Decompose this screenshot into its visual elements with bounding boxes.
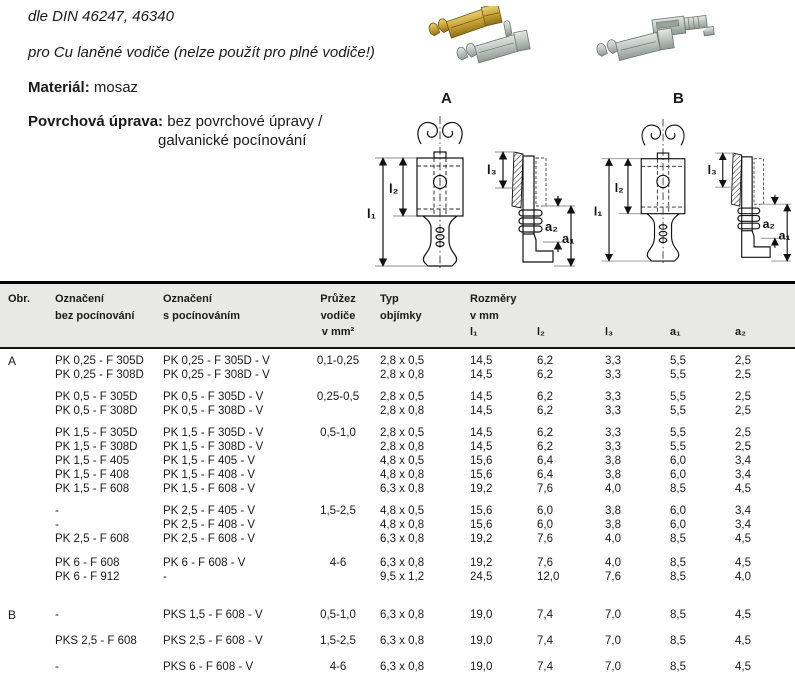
cell-cross-section: 1,5-2,5: [320, 634, 356, 647]
cell-dim-a1: 6,0: [670, 504, 686, 517]
cell-obr: [8, 468, 55, 482]
cell-designation-plain: -: [55, 608, 59, 621]
cell-dim-l3: 4,0: [605, 556, 621, 569]
cell-dim-l2: 6,0: [537, 518, 553, 531]
cell-dim-l1: 19,0: [470, 660, 493, 673]
cell-designation-tinned: PK 1,5 - F 308D - V: [163, 440, 264, 453]
cell-obr: [8, 426, 55, 440]
cell-designation-plain: PK 0,25 - F 308D: [55, 368, 144, 381]
table-row: [8, 556, 795, 570]
cell-obr: [8, 660, 55, 674]
table-group: [8, 660, 795, 674]
table-group: [8, 556, 795, 584]
header-obr-label: Obr.: [8, 293, 31, 305]
cell-designation-tinned: PK 2,5 - F 408 - V: [163, 518, 256, 531]
din-standard-line: dle DIN 46247, 46340: [28, 8, 174, 25]
cell-dim-a2: 4,5: [735, 556, 751, 569]
cell-dim-a1: 5,5: [670, 368, 686, 381]
cell-designation-tinned: PK 1,5 - F 405 - V: [163, 454, 256, 467]
material-value: mosaz: [93, 79, 139, 96]
table-header: [0, 281, 795, 349]
cell-sleeve-type: 4,8 x 0,8: [380, 518, 425, 531]
table-row: [8, 390, 795, 404]
cell-dim-l2: 6,2: [537, 354, 553, 367]
header-designation-plain-line1: Označení: [55, 293, 104, 305]
header-designation-tinned-line2: s pocínováním: [163, 309, 241, 322]
header-sleeve-type-line1: Typ: [380, 293, 399, 305]
technical-drawing-b: [573, 113, 791, 267]
cell-designation-plain: PK 2,5 - F 608: [55, 532, 130, 545]
cell-dim-l3: 3,3: [605, 404, 621, 417]
cell-cross-section: [300, 454, 380, 468]
cell-dim-l1: 14,5: [470, 390, 493, 403]
cell-dim-a1: 8,5: [670, 482, 686, 495]
header-dimensions: [470, 291, 790, 341]
cell-sleeve-type: 9,5 x 1,2: [380, 570, 425, 583]
cell-dim-l3: 3,8: [605, 468, 621, 481]
cell-obr: [8, 518, 55, 532]
cell-dim-l2: 7,6: [537, 482, 553, 495]
table-row: [8, 482, 795, 496]
cell-designation-tinned: PKS 6 - F 608 - V: [163, 660, 254, 673]
cell-designation-plain: PK 0,5 - F 305D: [55, 390, 138, 403]
cell-obr: B: [8, 607, 17, 622]
cell-dim-a2: 4,0: [735, 570, 751, 583]
cell-sleeve-type: 4,8 x 0,5: [380, 504, 425, 517]
table-group: [8, 354, 795, 382]
cell-designation-plain: PK 1,5 - F 308D: [55, 440, 138, 453]
cell-dim-l2: 6,2: [537, 426, 553, 439]
cell-dim-l2: 7,6: [537, 556, 553, 569]
cell-cross-section: [300, 440, 380, 454]
header-designation-plain: [55, 291, 163, 341]
cell-cross-section: 0,1-0,25: [316, 354, 360, 367]
cell-sleeve-type: 6,3 x 0,8: [380, 532, 425, 545]
cell-dim-a1: 8,5: [670, 634, 686, 647]
table-row: [8, 404, 795, 418]
table-row: [8, 454, 795, 468]
cell-cross-section: 0,25-0,5: [316, 390, 360, 403]
cell-designation-plain: -: [55, 660, 59, 673]
cell-dim-a2: 4,5: [735, 660, 751, 673]
header-dim-l2: l₂: [537, 326, 545, 338]
terminal-b-lower-illustration: [595, 28, 674, 64]
header-sleeve-type-line2: objímky: [380, 309, 422, 322]
photo-b-label: B: [673, 90, 684, 107]
cell-dim-l3: 7,0: [605, 660, 621, 673]
header-dimensions-line2: v mm: [470, 309, 499, 322]
cell-designation-plain: PK 1,5 - F 608: [55, 482, 130, 495]
product-photo-a: [420, 6, 535, 88]
cell-dim-a1: 6,0: [670, 468, 686, 481]
surface-value-line1: bez povrchové úpravy /: [167, 113, 323, 130]
cell-designation-plain: PK 6 - F 608: [55, 556, 120, 569]
cell-dim-l1: 14,5: [470, 368, 493, 381]
cell-designation-tinned: PKS 1,5 - F 608 - V: [163, 608, 263, 621]
cell-dim-a2: 3,4: [735, 454, 751, 467]
cell-dim-l1: 15,6: [470, 518, 493, 531]
cell-cross-section: [300, 482, 380, 496]
cell-dim-a2: 2,5: [735, 354, 751, 367]
cell-dim-l3: 7,0: [605, 608, 621, 621]
header-dim-symbols: [470, 324, 790, 341]
cell-sleeve-type: 4,8 x 0,5: [380, 454, 425, 467]
cell-dim-l1: 19,2: [470, 556, 493, 569]
technical-drawing-a: [345, 110, 575, 272]
usage-note-line: pro Cu laněné vodiče (nelze použít pro plné vodiče!): [28, 44, 375, 61]
cell-sleeve-type: 2,8 x 0,8: [380, 440, 425, 453]
cell-dim-a2: 2,5: [735, 426, 751, 439]
header-cross-section: [300, 291, 380, 341]
cell-dim-a2: 3,4: [735, 504, 751, 517]
cell-dim-a1: 5,5: [670, 354, 686, 367]
cell-designation-plain: PK 1,5 - F 405: [55, 454, 130, 467]
cell-cross-section: 4-6: [329, 660, 347, 673]
table-row: [8, 570, 795, 584]
table-row: [8, 426, 795, 440]
cell-designation-tinned: PKS 2,5 - F 608 - V: [163, 634, 263, 647]
table-row: [8, 440, 795, 454]
cell-obr: [8, 504, 55, 518]
table-group: [8, 608, 795, 622]
cell-dim-l3: 3,3: [605, 354, 621, 367]
cell-dim-l1: 14,5: [470, 404, 493, 417]
cell-dim-l2: 7,4: [537, 660, 553, 673]
cell-dim-a1: 5,5: [670, 390, 686, 403]
cell-obr: [8, 404, 55, 418]
cell-designation-tinned: PK 2,5 - F 405 - V: [163, 504, 256, 517]
cell-dim-l1: 14,5: [470, 426, 493, 439]
cell-cross-section: 0,5-1,0: [320, 426, 356, 439]
table-group: [8, 504, 795, 546]
cell-designation-tinned: PK 1,5 - F 408 - V: [163, 468, 256, 481]
cell-dim-l2: 6,2: [537, 368, 553, 381]
cell-dim-l1: 19,2: [470, 532, 493, 545]
table-group: [8, 426, 795, 496]
cell-dim-l2: 6,2: [537, 440, 553, 453]
cell-dim-l2: 6,4: [537, 454, 553, 467]
cell-designation-tinned: PK 1,5 - F 608 - V: [163, 482, 256, 495]
cell-dim-l3: 3,8: [605, 504, 621, 517]
cell-obr: [8, 390, 55, 404]
cell-cross-section: [300, 404, 380, 418]
header-designation-plain-line2: bez pocínování: [55, 309, 135, 322]
header-designation-tinned-line1: Označení: [163, 293, 212, 305]
table-row: [8, 532, 795, 546]
cell-cross-section: [300, 532, 380, 546]
cell-designation-tinned: PK 0,5 - F 305D - V: [163, 390, 264, 403]
cell-sleeve-type: 6,3 x 0,8: [380, 660, 425, 673]
cell-designation-plain: PK 1,5 - F 305D: [55, 426, 138, 439]
material-line: [28, 79, 138, 96]
surface-label: Povrchová úprava:: [28, 113, 164, 130]
cell-designation-plain: -: [55, 504, 59, 517]
cell-dim-a2: 2,5: [735, 368, 751, 381]
cell-dim-l2: 6,4: [537, 468, 553, 481]
cell-dim-l3: 4,0: [605, 482, 621, 495]
cell-dim-l3: 3,8: [605, 454, 621, 467]
cell-designation-tinned: -: [163, 570, 167, 583]
cell-obr: [8, 570, 55, 584]
cell-dim-a2: 2,5: [735, 404, 751, 417]
cell-obr: [8, 532, 55, 546]
cell-designation-plain: -: [55, 518, 59, 531]
header-cross-section-line2: vodiče: [320, 309, 356, 322]
cell-dim-a2: 2,5: [735, 440, 751, 453]
table-row: [8, 608, 795, 622]
cell-dim-a1: 8,5: [670, 660, 686, 673]
product-photo-b: [592, 6, 727, 88]
cell-obr: [8, 454, 55, 468]
cell-dim-a2: 4,5: [735, 608, 751, 621]
header-dim-a2: a₂: [735, 326, 747, 338]
photo-a-label: A: [441, 90, 452, 107]
cell-dim-l1: 14,5: [470, 440, 493, 453]
cell-designation-tinned: PK 0,5 - F 308D - V: [163, 404, 264, 417]
cell-dim-l2: 7,6: [537, 532, 553, 545]
cell-designation-tinned: PK 0,25 - F 305D - V: [163, 354, 270, 367]
cell-dim-a2: 3,4: [735, 518, 751, 531]
header-dim-a1: a₁: [670, 326, 681, 338]
cell-dim-a2: 4,5: [735, 482, 751, 495]
cell-dim-a1: 8,5: [670, 532, 686, 545]
surface-value-line2: galvanické pocínování: [158, 132, 307, 149]
cell-designation-plain: PK 0,25 - F 305D: [55, 354, 144, 367]
cell-dim-l3: 3,3: [605, 440, 621, 453]
cell-dim-a1: 5,5: [670, 440, 686, 453]
cell-dim-l3: 4,0: [605, 532, 621, 545]
header-dimensions-line1: Rozměry: [470, 293, 517, 305]
cell-dim-a1: 8,5: [670, 608, 686, 621]
cell-dim-l2: 6,0: [537, 504, 553, 517]
cell-sleeve-type: 6,3 x 0,8: [380, 608, 425, 621]
cell-designation-tinned: PK 1,5 - F 305D - V: [163, 426, 264, 439]
cell-cross-section: [300, 570, 380, 584]
table-row: [8, 354, 795, 368]
table-row: [8, 518, 795, 532]
cell-obr: A: [8, 353, 17, 368]
cell-designation-tinned: PK 6 - F 608 - V: [163, 556, 246, 569]
cell-sleeve-type: 4,8 x 0,8: [380, 468, 425, 481]
cell-dim-a1: 8,5: [670, 556, 686, 569]
cell-cross-section: [300, 368, 380, 382]
cell-dim-l1: 14,5: [470, 354, 493, 367]
cell-sleeve-type: 6,3 x 0,8: [380, 556, 425, 569]
cell-designation-plain: PK 1,5 - F 408: [55, 468, 130, 481]
cell-dim-l1: 15,6: [470, 454, 493, 467]
cell-dim-a1: 6,0: [670, 454, 686, 467]
cell-dim-a2: 2,5: [735, 390, 751, 403]
cell-cross-section: [300, 468, 380, 482]
cell-dim-l3: 3,8: [605, 518, 621, 531]
cell-dim-a2: 4,5: [735, 532, 751, 545]
cell-dim-l3: 7,0: [605, 634, 621, 647]
cell-dim-l3: 3,3: [605, 390, 621, 403]
material-label: Materiál:: [28, 79, 90, 96]
cell-dim-l1: 19,0: [470, 608, 493, 621]
cell-sleeve-type: 2,8 x 0,5: [380, 390, 425, 403]
table-body: [0, 349, 795, 674]
header-dim-l3: l₃: [605, 326, 614, 338]
cell-sleeve-type: 6,3 x 0,8: [380, 634, 425, 647]
cell-cross-section: 4-6: [329, 556, 347, 569]
table-group: [8, 634, 795, 648]
cell-cross-section: 0,5-1,0: [320, 608, 356, 621]
header-cross-section-line3: v mm²: [321, 326, 355, 338]
table-row: [8, 504, 795, 518]
cell-obr: [8, 634, 55, 648]
cell-dim-l2: 12,0: [537, 570, 560, 583]
header-sleeve-type: [380, 291, 470, 341]
table-row: [8, 660, 795, 674]
header-dim-l1: l₁: [470, 326, 478, 338]
cell-dim-l1: 19,0: [470, 634, 493, 647]
cell-sleeve-type: 2,8 x 0,5: [380, 426, 425, 439]
brass-terminal-illustration: [427, 6, 503, 42]
cell-designation-tinned: PK 2,5 - F 608 - V: [163, 532, 256, 545]
cell-sleeve-type: 2,8 x 0,5: [380, 354, 425, 367]
cell-dim-a1: 8,5: [670, 570, 686, 583]
cell-dim-l3: 3,3: [605, 368, 621, 381]
cell-dim-l2: 7,4: [537, 634, 553, 647]
cell-dim-a1: 6,0: [670, 518, 686, 531]
cell-dim-l2: 6,2: [537, 404, 553, 417]
cell-dim-l2: 7,4: [537, 608, 553, 621]
cell-obr: [8, 556, 55, 570]
cell-designation-plain: PK 0,5 - F 308D: [55, 404, 138, 417]
table-row: [8, 368, 795, 382]
cell-dim-l1: 15,6: [470, 468, 493, 481]
cell-obr: [8, 440, 55, 454]
table-group: [8, 390, 795, 418]
cell-sleeve-type: 6,3 x 0,8: [380, 482, 425, 495]
surface-line: [28, 113, 322, 130]
cell-dim-l1: 19,2: [470, 482, 493, 495]
cell-dim-a1: 5,5: [670, 426, 686, 439]
header-cross-section-line1: Průžez: [320, 293, 356, 305]
cell-dim-l1: 15,6: [470, 504, 493, 517]
cell-sleeve-type: 2,8 x 0,8: [380, 404, 425, 417]
cell-designation-tinned: PK 0,25 - F 308D - V: [163, 368, 270, 381]
cell-sleeve-type: 2,8 x 0,8: [380, 368, 425, 381]
cell-dim-a2: 3,4: [735, 468, 751, 481]
table-row: [8, 468, 795, 482]
cell-dim-a2: 4,5: [735, 634, 751, 647]
cell-dim-l3: 7,6: [605, 570, 621, 583]
cell-dim-l1: 24,5: [470, 570, 493, 583]
cell-designation-plain: PKS 2,5 - F 608: [55, 634, 137, 647]
header-designation-tinned: [163, 291, 300, 341]
cell-dim-l3: 3,3: [605, 426, 621, 439]
cell-dim-a1: 5,5: [670, 404, 686, 417]
cell-obr: [8, 482, 55, 496]
cell-obr: [8, 368, 55, 382]
cell-dim-l2: 6,2: [537, 390, 553, 403]
header-obr: [8, 291, 55, 341]
table-row: [8, 634, 795, 648]
cell-cross-section: [300, 518, 380, 532]
dimension-table: [0, 281, 795, 674]
cell-cross-section: 1,5-2,5: [320, 504, 356, 517]
cell-designation-plain: PK 6 - F 912: [55, 570, 120, 583]
